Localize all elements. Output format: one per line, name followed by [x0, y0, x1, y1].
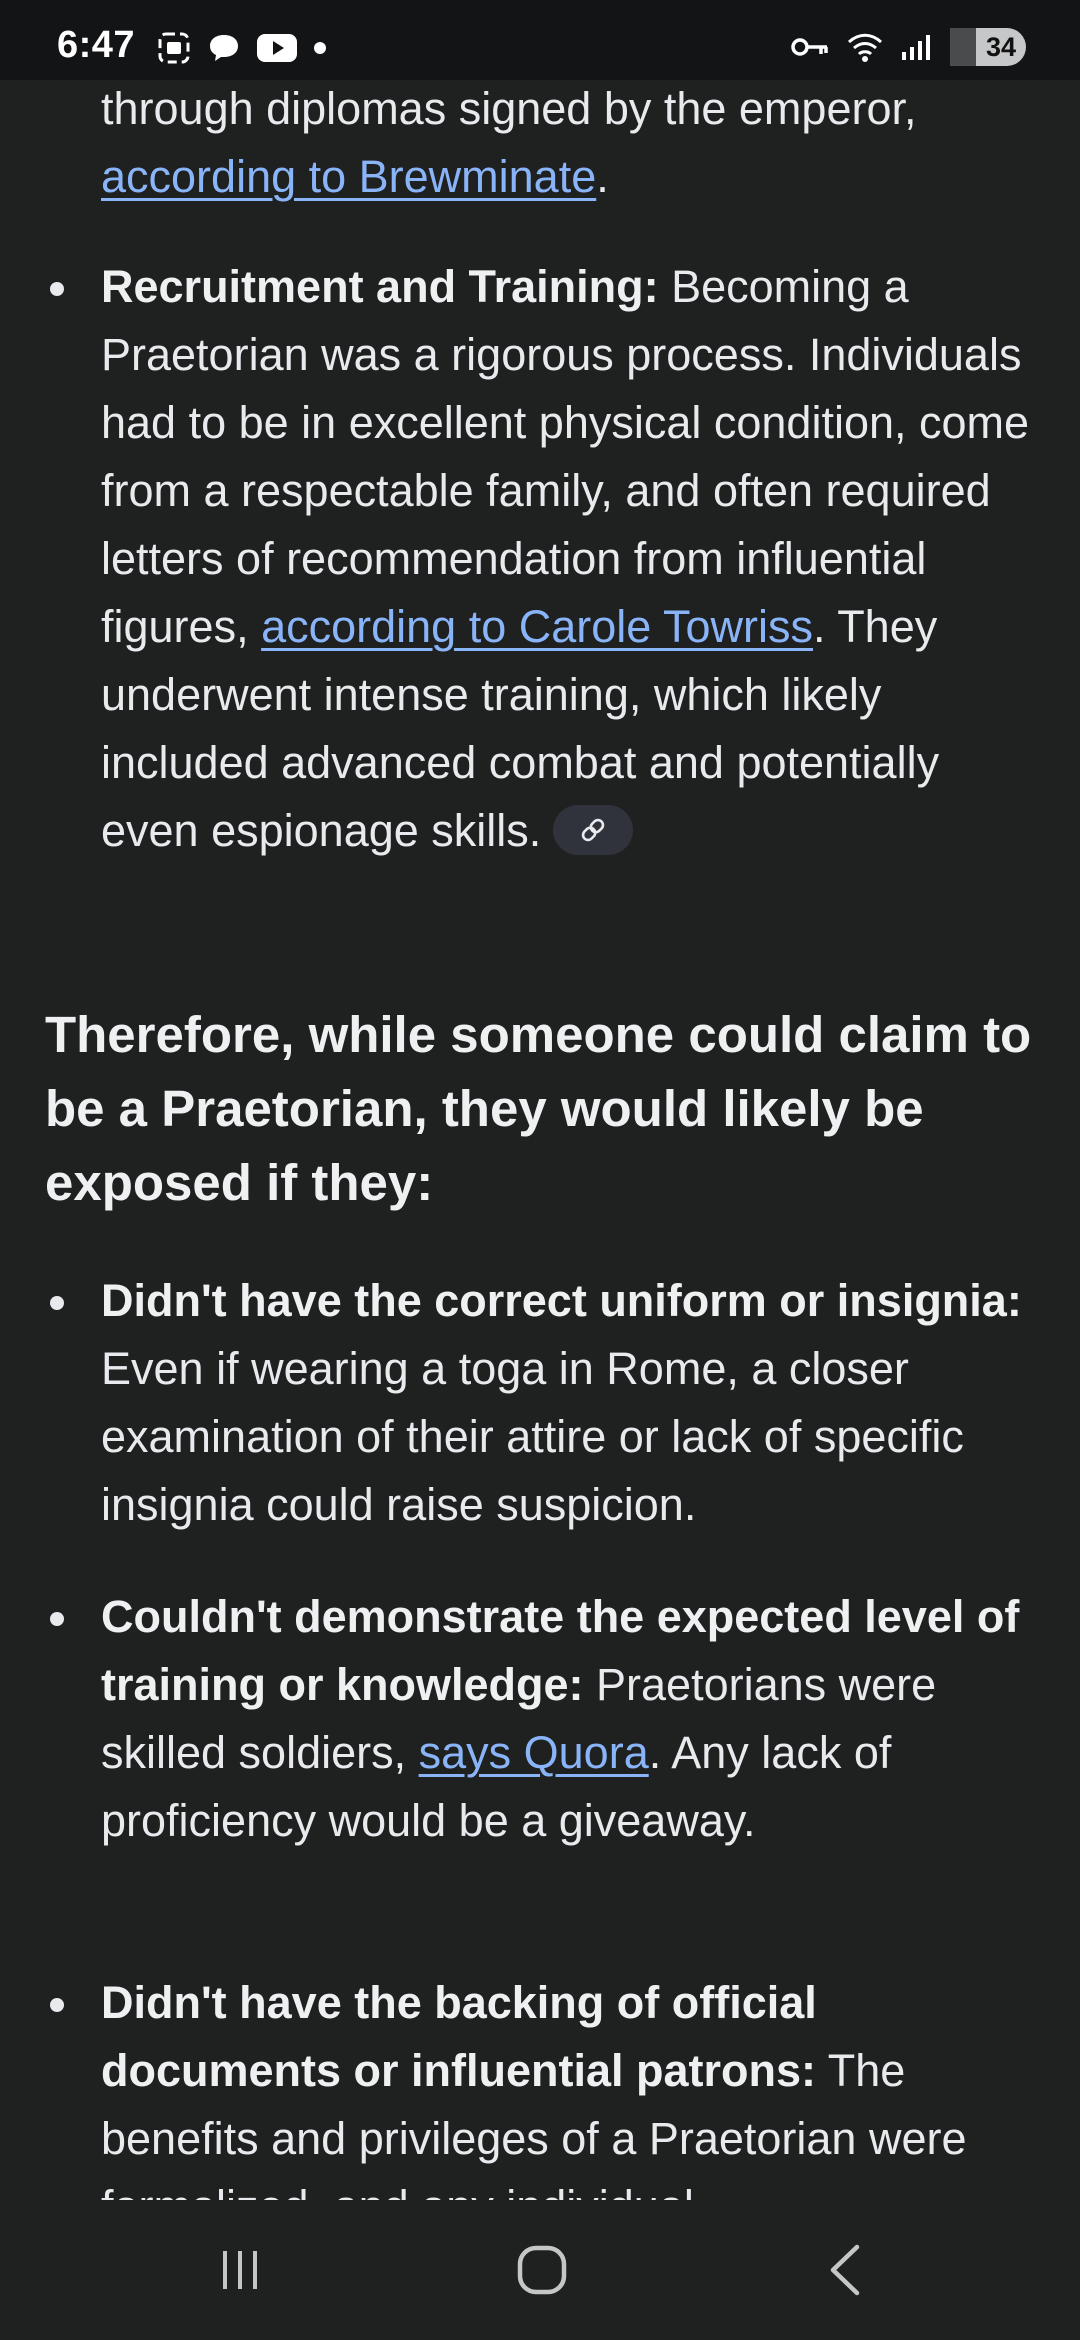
signal-icon: [900, 32, 934, 62]
status-system-icons: [790, 28, 1026, 66]
section-heading: Therefore, while someone could claim to be a Praetorian, they would likely be exposed if they:: [45, 1006, 1032, 1211]
training-title: Couldn't demonstrate the expected level of training or knowledge:: [101, 1591, 1020, 1710]
status-time: 6:47: [57, 24, 136, 66]
recruitment-text: Becoming a Praetorian was a rigorous process. Individuals had to be in excellent physical condition, come from a respectable family, and often required letters of recommendation from influential figures,: [101, 261, 1030, 652]
fragment-period: .: [596, 151, 609, 202]
list-item-uniform: [101, 1267, 1041, 1539]
list-item-training: [101, 1583, 1041, 1855]
screenshot-icon: [156, 30, 192, 66]
list-item-recruitment: [101, 253, 1041, 865]
link-brewminate[interactable]: according to Brewminate: [101, 151, 597, 202]
battery-icon: [950, 28, 1026, 66]
youtube-icon: [256, 31, 298, 65]
uniform-title: Didn't have the correct uniform or insignia:: [101, 1275, 1022, 1326]
documents-title: Didn't have the backing of official documents or influential patrons:: [101, 1977, 817, 2096]
home-icon: [515, 2243, 569, 2297]
response-content: [0, 80, 1080, 2200]
status-notification-icons: [156, 30, 328, 66]
navigation-bar: [0, 2200, 1080, 2340]
bullet-dot: [50, 1998, 64, 2012]
recruitment-text-2: . They underwent intense training, which likely included advanced combat and potentially even espionage skills.: [101, 601, 940, 856]
training-text-2: . Any lack of proficiency would be a giveaway.: [101, 1727, 892, 1846]
fragment-text: through diplomas signed by the emperor,: [101, 83, 917, 134]
uniform-text: Even if wearing a toga in Rome, a closer examination of their attire or lack of specific insignia could raise suspicion.: [101, 1343, 964, 1530]
vpn-key-icon: [790, 33, 830, 61]
wifi-icon: [846, 31, 884, 63]
home-button[interactable]: [482, 2230, 602, 2310]
documents-text: The benefits and privileges of a Praetorian were: [101, 2045, 967, 2164]
back-icon: [825, 2242, 865, 2298]
bullet-dot: [50, 1296, 64, 1310]
recruitment-title: Recruitment and Training:: [101, 261, 659, 312]
recent-apps-button[interactable]: [180, 2230, 300, 2310]
bullet-dot: [50, 282, 64, 296]
bullet-dot: [50, 1612, 64, 1626]
status-bar: [0, 0, 1080, 80]
recent-apps-icon: [215, 2247, 265, 2293]
chat-bubble-icon: [206, 30, 242, 66]
list-item-fragment: [101, 75, 1041, 211]
link-carole-towriss[interactable]: according to Carole Towriss: [261, 601, 813, 652]
dot-icon: [312, 40, 328, 56]
source-link-chip[interactable]: [553, 805, 633, 855]
link-quora[interactable]: says Quora: [418, 1727, 649, 1778]
training-text: Praetorians were skilled soldiers,: [101, 1659, 937, 1778]
battery-level: 34: [985, 31, 1016, 62]
link-icon: [578, 815, 608, 845]
back-button[interactable]: [785, 2230, 905, 2310]
